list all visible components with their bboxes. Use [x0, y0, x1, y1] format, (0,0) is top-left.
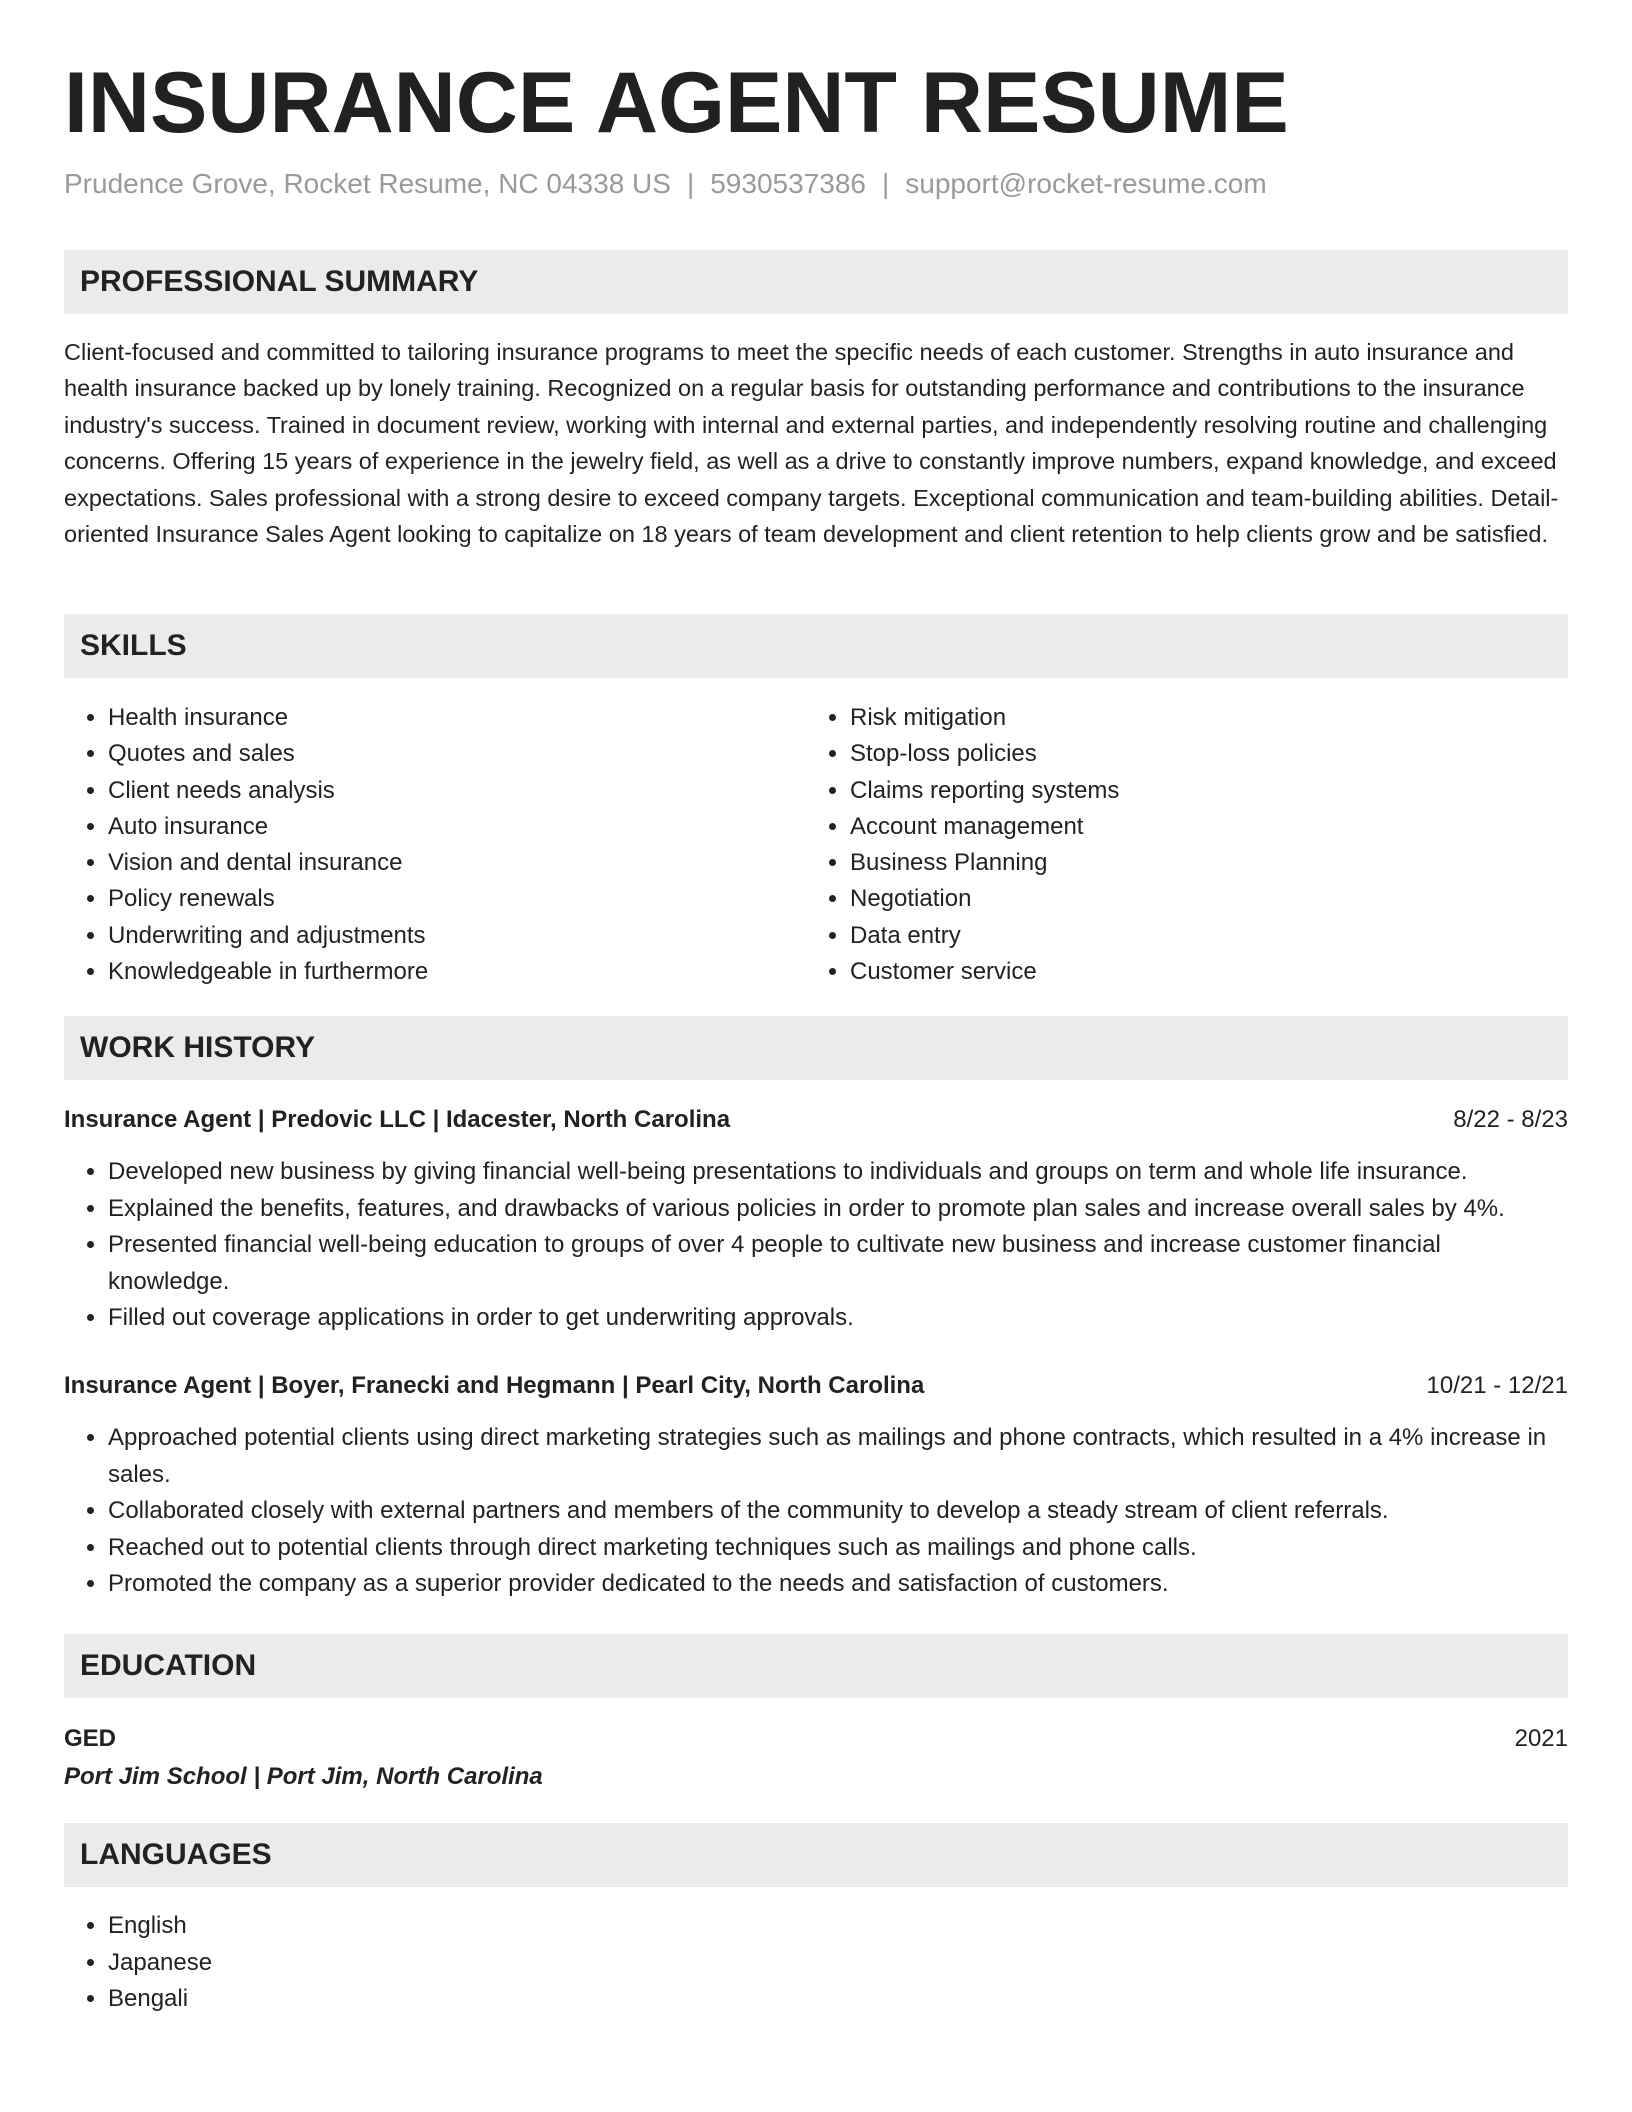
skills-heading-text: SKILLS [80, 629, 187, 662]
languages-heading-text: LANGUAGES [80, 1838, 272, 1871]
job-bullet: • Reached out to potential clients through direct marketing techniques such as mailings and phone calls. [108, 1530, 1568, 1567]
education-entry [64, 1720, 1568, 1796]
education-school: Port Jim School | Port Jim, North Carolina [64, 1763, 543, 1790]
work-section-heading [64, 1016, 1568, 1080]
language-item: • Bengali [108, 1981, 212, 2018]
skills-column-left [64, 700, 428, 990]
summary-paragraph: Client-focused and committed to tailoring insurance programs to meet the specific needs of each customer. Strengths in auto insurance and health insurance backed up by lonely training. Recognized on a regular basis for outstanding performance and contributions to the insurance industry's success. Trained in document review, working with internal and external parties, and independently resolving routine and challenging concerns. Offering 15 years of experience in the jewelry field, as well as a drive to constantly improve numbers, expand knowledge, and exceed expectations. Sales professional with a strong desire to exceed company targets. Exceptional communication and team-building abilities. Detail-oriented Insurance Sales Agent looking to capitalize on 18 years of team development and client retention to help clients grow and be satisfied. [64, 339, 1559, 548]
job-bullet: • Promoted the company as a superior provider dedicated to the needs and satisfaction of customers. [108, 1566, 1568, 1603]
skill-item: • Stop-loss policies [850, 736, 1119, 772]
languages-list [64, 1908, 212, 2018]
skill-item: • Data entry [850, 918, 1119, 954]
skill-item: • Risk mitigation [850, 700, 1119, 736]
skill-item: • Vision and dental insurance [108, 845, 428, 881]
job-header [64, 1102, 1568, 1138]
skills-column-right [806, 700, 1119, 990]
skill-item: • Policy renewals [108, 881, 428, 917]
skill-item: • Account management [850, 809, 1119, 845]
education-degree: GED [64, 1725, 117, 1752]
job-bullet: • Presented financial well-being education to groups of over 4 people to cultivate new business and increase customer financial knowledge. [108, 1227, 1568, 1300]
job-header [64, 1368, 1568, 1404]
language-item: • Japanese [108, 1945, 212, 1982]
summary-section-heading [64, 250, 1568, 314]
resume-title: INSURANCE AGENT RESUME [64, 55, 1289, 151]
job-bullets [64, 1154, 1568, 1337]
job-bullet: • Approached potential clients using direct marketing strategies such as mailings and phone contracts, which resulted in a 4% increase in sales. [108, 1420, 1568, 1493]
skill-item: • Business Planning [850, 845, 1119, 881]
languages-section-heading [64, 1823, 1568, 1887]
job-entry [64, 1102, 1568, 1337]
job-bullets [64, 1420, 1568, 1603]
job-dates: 8/22 - 8/23 [1453, 1106, 1568, 1133]
language-item: • English [108, 1908, 212, 1945]
education-section-heading [64, 1634, 1568, 1698]
contact-separator: | [881, 168, 890, 199]
job-bullet: • Explained the benefits, features, and drawbacks of various policies in order to promote plan sales and increase overall sales by 4%. [108, 1191, 1568, 1228]
skills-section-heading [64, 614, 1568, 678]
job-title: Insurance Agent | Boyer, Franecki and Hegmann | Pearl City, North Carolina [64, 1372, 925, 1399]
skill-item: • Negotiation [850, 881, 1119, 917]
education-year: 2021 [1514, 1725, 1568, 1752]
work-heading-text: WORK HISTORY [80, 1031, 316, 1064]
contact-phone: 5930537386 [710, 168, 866, 199]
job-dates: 10/21 - 12/21 [1426, 1372, 1568, 1399]
job-entry [64, 1368, 1568, 1603]
education-heading-text: EDUCATION [80, 1649, 257, 1682]
education-header [64, 1720, 1568, 1758]
skill-item: • Underwriting and adjustments [108, 918, 428, 954]
skill-item: • Knowledgeable in furthermore [108, 954, 428, 990]
job-bullet: • Collaborated closely with external partners and members of the community to develop a steady stream of client referrals. [108, 1493, 1568, 1530]
skill-item: • Client needs analysis [108, 773, 428, 809]
skill-item: • Health insurance [108, 700, 428, 736]
contact-separator: | [686, 168, 695, 199]
skill-item: • Auto insurance [108, 809, 428, 845]
skill-item: • Quotes and sales [108, 736, 428, 772]
job-bullet: • Developed new business by giving financial well-being presentations to individuals and groups on term and whole life insurance. [108, 1154, 1568, 1191]
job-title: Insurance Agent | Predovic LLC | Idacester, North Carolina [64, 1106, 731, 1133]
summary-heading-text: PROFESSIONAL SUMMARY [80, 265, 479, 298]
skill-item: • Claims reporting systems [850, 773, 1119, 809]
skill-item: • Customer service [850, 954, 1119, 990]
contact-email: support@rocket-resume.com [905, 168, 1267, 199]
contact-line [64, 166, 1267, 202]
job-bullet: • Filled out coverage applications in order to get underwriting approvals. [108, 1300, 1568, 1337]
contact-address: Prudence Grove, Rocket Resume, NC 04338 US [64, 168, 671, 199]
